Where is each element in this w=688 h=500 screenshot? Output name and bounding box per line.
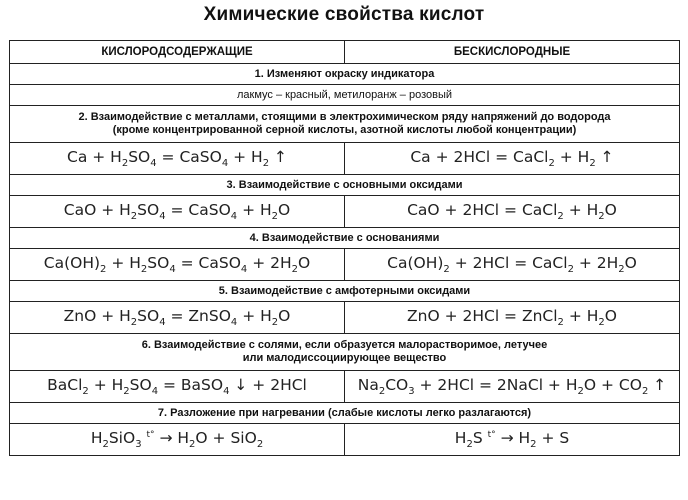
equation-row — [10, 143, 680, 175]
equation-row — [10, 196, 680, 228]
section-heading-2-line2: (кроме концентрированной серной кислоты, азотной кислоты любой концентрации) — [112, 124, 577, 136]
equation-row — [10, 424, 680, 456]
equation-row — [10, 302, 680, 334]
section-heading-1: 1. Изменяют окраску индикатора — [10, 64, 680, 85]
indicator-note: лакмус – красный, метилоранж – розовый — [10, 85, 680, 106]
equation-left-4: $Ca(OH)_2 + H_2SO_4$ = CaSO$_4$ + $2H_2O$ — [10, 249, 345, 281]
section-heading-5: 5. Взаимодействие с амфотерными оксидами — [10, 281, 680, 302]
equation-right-2: Ca + 2HCl = CaCl$_2$ + $H_2$ ↑ — [345, 143, 680, 175]
equation-right-4: $Ca(OH)_2 + 2HCl$ = CaCl$_2$ + $2H_2O$ — [345, 249, 680, 281]
section-heading-6 — [10, 334, 680, 371]
page-title: Химические свойства кислот — [203, 4, 485, 25]
section-heading-6-line1: 6. Взаимодействие с солями, если образуется малорастворимое, летучее — [141, 339, 548, 351]
equation-row — [10, 371, 680, 403]
equation-right-7: $H_2S$ $^{t^\circ} \to H_2 + S$ — [345, 424, 680, 456]
column-header-oxygen-free-acids: БЕСКИСЛОРОДНЫЕ — [345, 41, 680, 64]
equation-right-3: CaO + 2HCl = CaCl$_2$ + $H_2O$ — [345, 196, 680, 228]
column-header-oxygen-acids: КИСЛОРОДСОДЕРЖАЩИЕ — [10, 41, 345, 64]
equation-left-6: BaCl$_2$ + $H_2SO_4$ = BaSO$_4$ ↓ + 2HCl — [10, 371, 345, 403]
section-heading-4: 4. Взаимодействие с основаниями — [10, 228, 680, 249]
table-header-row — [10, 41, 680, 64]
acid-properties-table — [9, 40, 680, 456]
equation-right-6: $Na_2CO_3 + 2HCl$ = 2NaCl + $H_2O + CO_2$ ↑ — [345, 371, 680, 403]
equation-left-5: ZnO + $H_2SO_4$ = ZnSO$_4$ + $H_2O$ — [10, 302, 345, 334]
section-heading-3: 3. Взаимодействие с основными оксидами — [10, 175, 680, 196]
section-heading-2 — [10, 106, 680, 143]
equation-left-2: $Ca + H_2SO_4$ = CaSO$_4$ + $H_2$ ↑ — [10, 143, 345, 175]
equation-right-5: ZnO + 2HCl = ZnCl$_2$ + $H_2O$ — [345, 302, 680, 334]
equation-row — [10, 249, 680, 281]
section-heading-2-line1: 2. Взаимодействие с металлами, стоящими в электрохимическом ряду напряжений до водорода — [78, 111, 611, 123]
equation-left-7: $H_2SiO_3$ $^{t^\circ} \to H_2O + SiO_2$ — [10, 424, 345, 456]
section-heading-7: 7. Разложение при нагревании (слабые кислоты легко разлагаются) — [10, 403, 680, 424]
section-heading-6-line2: или малодиссоциирующее вещество — [242, 352, 447, 364]
equation-left-3: CaO + $H_2SO_4$ = CaSO$_4$ + $H_2O$ — [10, 196, 345, 228]
